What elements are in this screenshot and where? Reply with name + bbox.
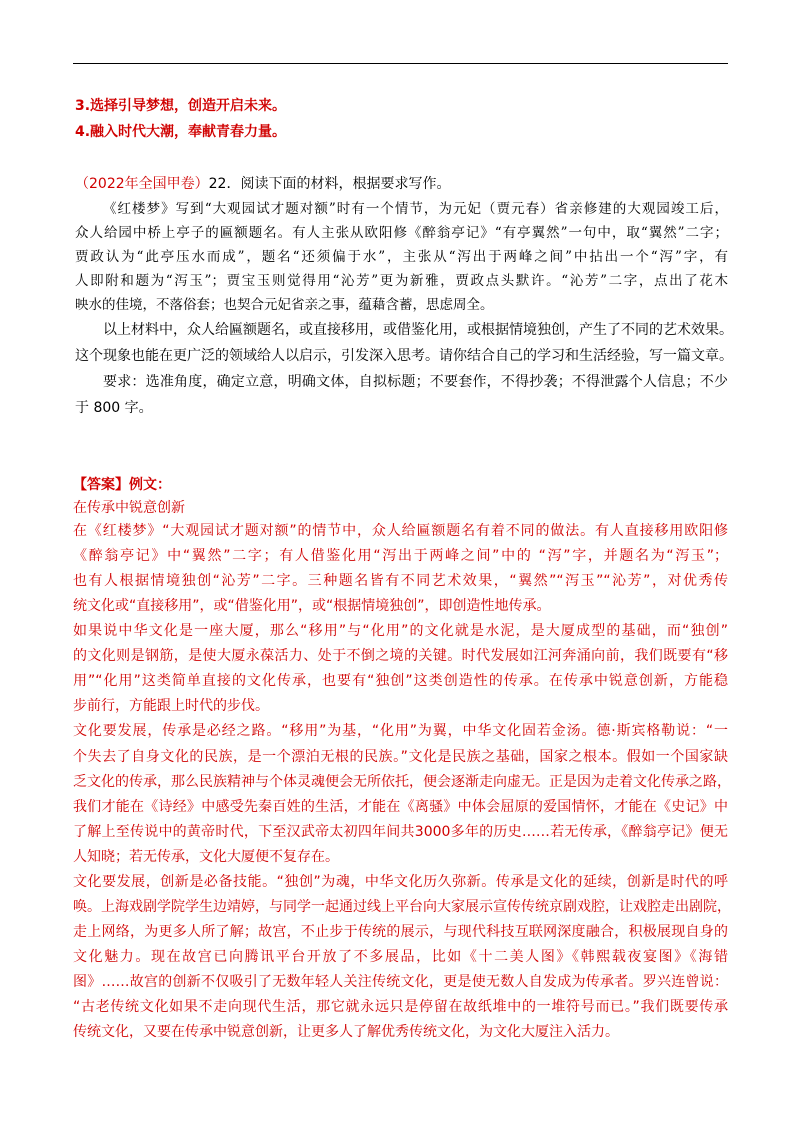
material-line: 众人给园中桥上亭子的匾额题名。有人主张从欧阳修《醉翁亭记》“有亭翼然”一句中，取“翼然”二字； (75, 225, 728, 241)
material-line: 映水的佳境，不落俗套；也契合元妃省亲之事，蕴藉含蓄，思虑周全。 (75, 297, 494, 313)
prompt-line: 这个现象也能在更广泛的领域给人以启示，引发深入思考。请你结合自己的学习和生活经验，写一篇文章。 (75, 348, 733, 364)
answer-label (73, 475, 171, 495)
header-rule (73, 63, 728, 64)
material-line: 《红楼梦》写到“大观园试才题对额”时有一个情节，为元妃（贾元春）省亲修建的大观园竣工后， (103, 201, 728, 217)
material-line: 贾政认为“此亭压水而成”，题名“还须偏于水”，主张从“泻出于两峰之间”中拈出一个“泻”字，有 (75, 249, 728, 265)
prompt-line: 于 800 字。 (75, 400, 153, 416)
top-point-3: 3.选择引导梦想，创造开启未来。 (75, 98, 287, 114)
essay-line: 文化要发展，创新是必备技能。“独创”为魂，中华文化历久弥新。传承是文化的延续，创新是时代的呼 (73, 873, 728, 890)
essay-line: 我们才能在《诗经》中感受先秦百姓的生活，才能在《离骚》中体会屈原的爱国情怀，才能在《史记》中 (73, 798, 728, 815)
essay-line: 图》……故宫的创新不仅吸引了无数年轻人关注传统文化，更是使无数人自发成为传承者。罗兴连曾说： (73, 973, 728, 990)
prompt-line: 以上材料中，众人给匾额题名，或直接移用，或借鉴化用，或根据情境独创，产生了不同的艺术效果。 (103, 322, 733, 338)
essay-line: 个失去了自身文化的民族，是一个漂泊无根的民族。”文化是民族之基础，国家之根本。假如一个国家缺 (73, 748, 728, 765)
essay-line: 唤。上海戏剧学院学生边靖婷，与同学一起通过线上平台向大家展示宣传传统京剧戏腔，让戏腔走出剧院， (73, 898, 731, 915)
essay-line: 走上网络，为更多人所了解；故宫，不止步于传统的展示，与现代科技互联网深度融合，积极展现自身的 (73, 923, 728, 940)
essay-line: 人知晓；若无传承，文化大厦便不复存在。 (73, 848, 339, 865)
essay-line: 统文化或“直接移用”，或“借鉴化用”，或“根据情境独创”，即创造性地传承。 (73, 598, 551, 615)
essay-line: 文化魅力。现在故宫已向腾讯平台开放了不多展品，比如《十二美人图》《韩熙载夜宴图》《海错 (73, 948, 728, 965)
material-line: 人即附和题为“泻玉”；贾宝玉则觉得用“沁芳”更为新雅，贾政点头默许。“沁芳”二字，点出了花木 (75, 273, 728, 289)
question-header (75, 174, 450, 194)
essay-title: 在传承中锐意创新 (73, 500, 185, 516)
prompt-line: 要求：选准角度，确定立意，明确文体，自拟标题；不要套作，不得抄袭；不得泄露个人信息；不少 (103, 374, 728, 390)
essay-line: 文化要发展，传承是必经之路。“移用”为基，“化用”为翼，中华文化固若金汤。德·斯宾格勒说：“一 (73, 723, 728, 740)
essay-line: 《醉翁亭记》中“翼然”二字；有人借鉴化用“泻出于两峰之间”中的 “泻”字，并题名为“泻玉”； (73, 548, 728, 564)
essay-line: 也有人根据情境独创“沁芳”二字。三种题名皆有不同艺术效果，“翼然”“泻玉”“沁芳”，对优秀传 (73, 573, 728, 590)
essay-line: 了解上至传说中的黄帝时代，下至汉武帝太初四年间共3000多年的历史……若无传承，《醉翁亭记》便无 (73, 823, 728, 840)
essay-line: 的文化则是钢筋，是使大厦永葆活力、处于不倒之境的关键。时代发展如江河奔涌向前，我们既要有“移 (73, 648, 728, 665)
question-source: （2022年全国甲卷） (75, 176, 209, 192)
question-intro: 22．阅读下面的材料，根据要求写作。 (208, 176, 451, 192)
essay-line: 传统文化，又要在传承中锐意创新，让更多人了解优秀传统文化，为文化大厦注入活力。 (73, 1024, 619, 1040)
answer-label-text: 【答案】例文： (73, 477, 171, 493)
essay-line: 步前行，方能跟上时代的步伐。 (73, 698, 269, 715)
essay-line: “古老传统文化如果不走向现代生活，那它就永远只是停留在故纸堆中的一堆符号而已。”我们既要传承 (73, 999, 728, 1015)
essay-line: 用”“化用”这类简单直接的文化传承，也要有“独创”这类创造性的传承。在传承中锐意创新，方能稳 (73, 673, 728, 690)
essay-line: 在《红楼梦》“大观园试才题对额”的情节中，众人给匾额题名有着不同的做法。有人直接移用欧阳修 (73, 523, 728, 539)
essay-line: 乏文化的传承，那么民族精神与个体灵魂便会无所依托，便会逐渐走向虚无。正是因为走着文化传承之路， (73, 773, 731, 790)
essay-line: 如果说中华文化是一座大厦，那么“移用”与“化用”的文化就是水泥，是大厦成型的基础，而“独创” (73, 623, 728, 640)
top-point-4: 4.融入时代大潮，奉献青春力量。 (75, 124, 287, 140)
